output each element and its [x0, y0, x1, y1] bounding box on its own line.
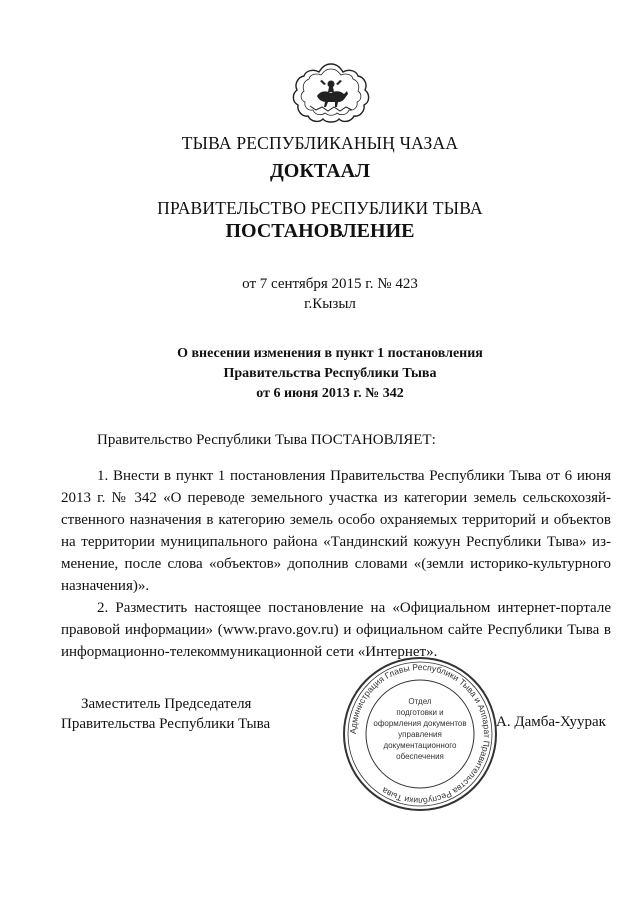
- paragraph-2-line: правовой информации» (www.pravo.gov.ru) и официальном сайте Республики Тыва в: [61, 622, 611, 638]
- header-tuvan-government: ТЫВА РЕСПУБЛИКАНЫҢ ЧАЗАА: [181, 133, 459, 153]
- tuva-emblem-icon: [286, 60, 376, 126]
- paragraph-1-line: 2013 г. № 342 «О переводе земельного участка из категории земель сельскохозяй-: [61, 490, 611, 506]
- header-russian-doc-type: ПОСТАНОВЛЕНИЕ: [225, 220, 415, 242]
- paragraph-1-line: назначения)».: [61, 578, 150, 594]
- stamp-center-line: подготовки и: [396, 708, 444, 717]
- decree-city: г.Кызыл: [304, 296, 356, 312]
- decree-title-line-2: Правительства Республики Тыва: [223, 366, 437, 381]
- signatory-position-line-1: Заместитель Председателя: [81, 696, 252, 712]
- signatory-position-line-2: Правительства Республики Тыва: [61, 716, 271, 732]
- paragraph-1-line: ственного назначения в категорию земель особо охраняемых территорий и объектов: [61, 512, 611, 528]
- stamp-center-line: документационного: [383, 741, 457, 750]
- official-stamp-icon: [340, 654, 500, 814]
- stamp-center-line: управления: [398, 730, 442, 739]
- paragraph-1-line: на территории муниципального района «Тандинский кожуун Республики Тыва» из-: [61, 534, 611, 550]
- decree-intro: Правительство Республики Тыва ПОСТАНОВЛЯЕТ:: [97, 432, 436, 448]
- decree-date-number: от 7 сентября 2015 г. № 423: [242, 276, 418, 292]
- paragraph-1-line: 1. Внести в пункт 1 постановления Правительства Республики Тыва от 6 июня: [97, 468, 611, 484]
- header-tuvan-doc-type: ДОКТААЛ: [270, 160, 370, 182]
- signatory-name: А. Дамба-Хуурак: [496, 714, 606, 730]
- paragraph-1-line: менение, после слова «объектов» дополнив словами «(земли историко-культурного: [61, 556, 611, 572]
- paragraph-2-line: информационно-телекоммуникационной сети «Интернет».: [61, 644, 438, 660]
- header-russian-government: ПРАВИТЕЛЬСТВО РЕСПУБЛИКИ ТЫВА: [157, 198, 483, 218]
- stamp-center-line: обеспечения: [396, 752, 444, 761]
- stamp-center-line: оформления документов: [373, 719, 467, 728]
- paragraph-2: [61, 597, 611, 663]
- signatory-position: [61, 694, 270, 734]
- stamp-ring-text: Администрация Главы Республики Тыва и Аппарат Правительства Республики Тыва: [347, 661, 493, 807]
- paragraph-1: [61, 465, 611, 597]
- stamp-center-line: Отдел: [408, 697, 432, 706]
- decree-title-line-1: О внесении изменения в пункт 1 постановления: [177, 346, 483, 361]
- decree-title-line-3: от 6 июня 2013 г. № 342: [256, 386, 404, 401]
- paragraph-2-line: 2. Разместить настоящее постановление на «Официальном интернет-портале: [97, 600, 611, 616]
